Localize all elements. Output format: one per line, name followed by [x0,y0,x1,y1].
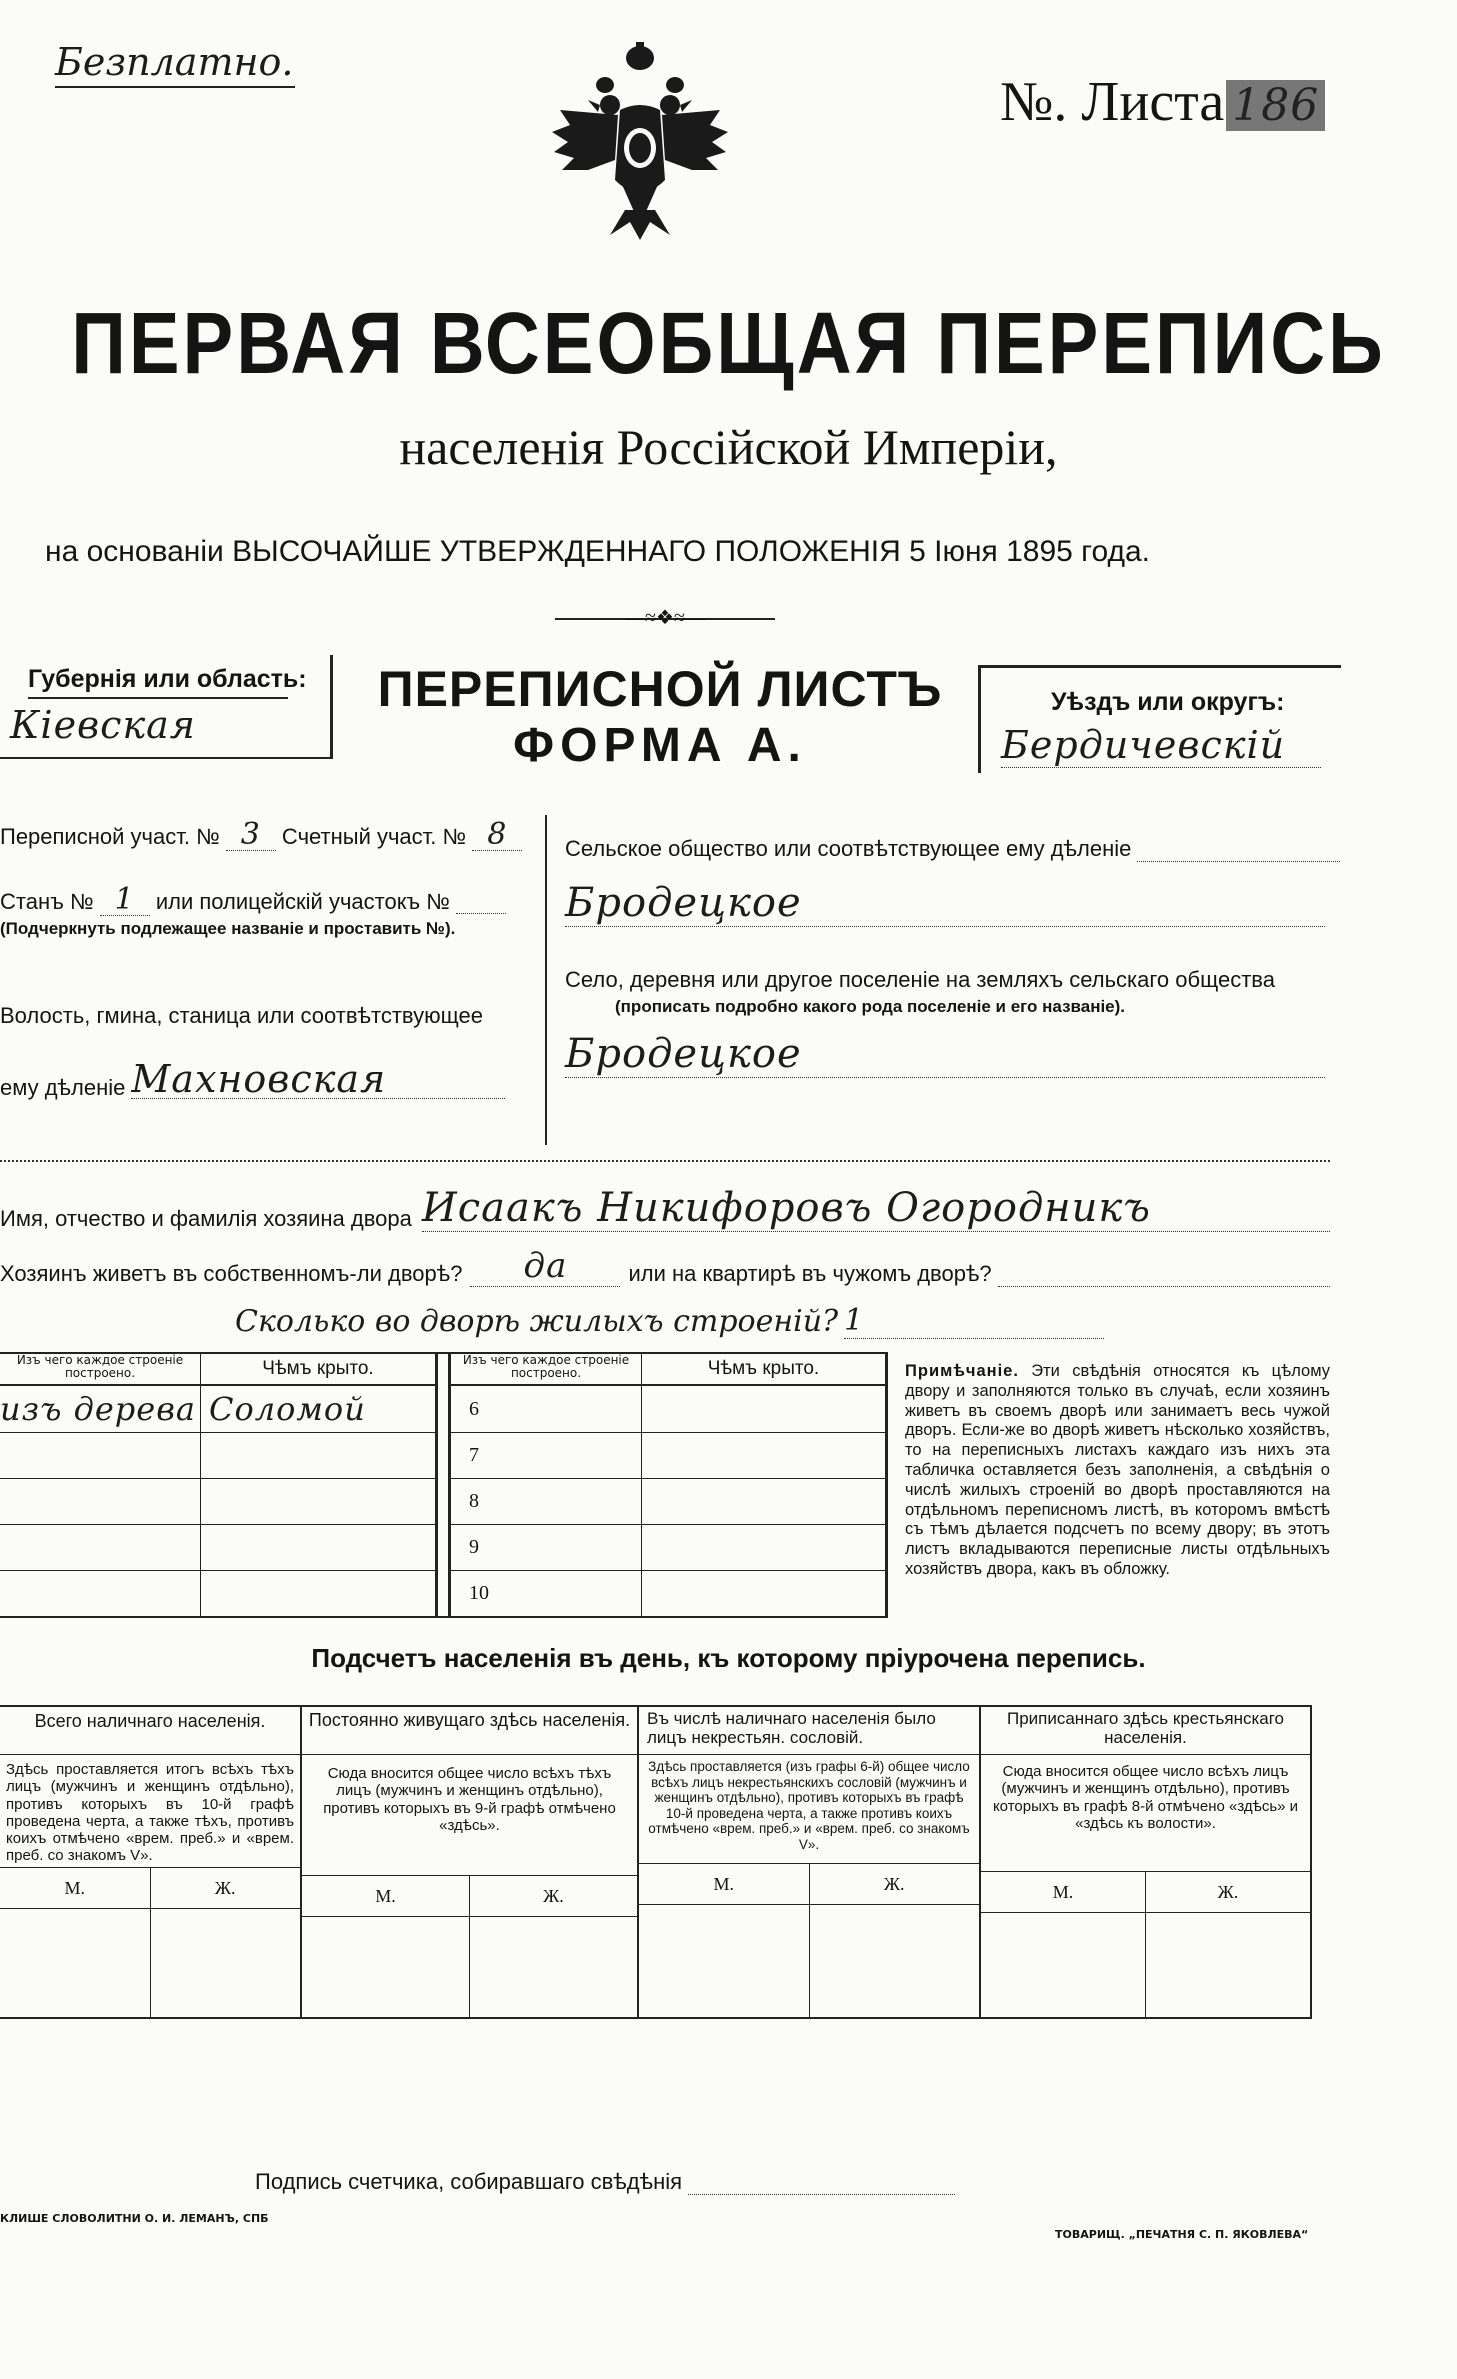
count-col [0,1707,302,2017]
signature-field[interactable] [688,2168,955,2195]
material-value [0,1571,200,1616]
volost-value: Махновская [131,1060,505,1099]
male-header: М. [639,1864,810,1904]
page-title: ПЕРВАЯ ВСЕОБЩАЯ ПЕРЕПИСЬ [71,294,1386,393]
female-count-cell[interactable] [1146,1913,1310,2017]
material-value: изъ дерева [0,1386,200,1433]
selo-value: Бродецкое [565,1031,1325,1078]
subdivision-note: (Подчеркнуть подлежащее названіе и проставить №). [0,919,456,938]
page-subtitle: населенія Россійской Имперіи, [399,419,1058,475]
col-material-header: Изъ чего каждое строеніе построено. [451,1354,642,1384]
count-col-text: Здѣсь проставляется итогъ всѣхъ тѣхъ лицъ (мужчинъ и женщинъ отдѣльно), противъ которыхъ въ 10-й графѣ проведена черта, а также тѣхъ, противъ коихъ отмѣчено «врем. преб.» и «врем. преб. со знакомъ V». [0,1755,300,1868]
col-roof-header: Чѣмъ крыто. [707,1358,820,1379]
police-label: или полицейскій участокъ № [155,889,450,914]
legal-basis: на основаніи ВЫСОЧАЙШЕ УТВЕРЖДЕННАГО ПОЛОЖЕНІЯ 5 Іюня 1895 года. [45,535,1151,568]
sheet-number-value: 186 [1226,80,1325,131]
female-count-cell[interactable] [810,1905,980,2017]
uchastok-value: 3 [226,820,276,851]
female-header: Ж. [883,1874,905,1894]
count-col [302,1707,639,2017]
form-title-line1: ПЕРЕПИСНОЙ ЛИСТЪ [377,661,943,717]
row-number: 6 [451,1386,641,1433]
row-number: 10 [469,1582,489,1604]
sheet-number-label: №. Листа [1000,71,1225,133]
male-count-cell[interactable] [639,1905,810,2017]
selo-label: Село, деревня или другое поселеніе на земляхъ сельскаго общества [565,967,1275,992]
obshchestvo-value: Бродецкое [565,880,1325,927]
female-count-cell[interactable] [470,1917,637,2017]
owner-label: Имя, отчество и фамилія хозяина двора [0,1206,412,1231]
roof-value [201,1525,435,1571]
imperial-eagle-emblem [540,40,740,250]
stan-label: Станъ № [0,889,94,914]
female-header: Ж. [214,1878,236,1898]
uezd-box [978,665,1341,773]
material-value [0,1525,200,1571]
note-head: Примѣчаніе. [905,1362,1019,1380]
roof-value [201,1479,435,1525]
sheet-number [1000,70,1325,134]
count-col [639,1707,981,2017]
footer-right: ТОВАРИЩ. „ПЕЧАТНЯ С. П. ЯКОВЛЕВА“ [1055,2228,1309,2241]
owner-lives-value: да [470,1246,620,1287]
owner-lives-label: Хозяинъ живетъ въ собственномъ-ли дворѣ? [0,1261,463,1286]
stan-value: 1 [100,885,150,916]
delenie-label: ему дѣленіе [0,1075,126,1100]
count-title: Подсчетъ населенія въ день, къ которому пріурочена перепись. [311,1643,1146,1673]
female-count-cell[interactable] [151,1909,301,2017]
count-col-text: Сюда вносится общее число всѣхъ лицъ (мужчинъ и женщинъ отдѣльно), противъ которыхъ въ графѣ 8-й отмѣчено «здѣсь» и «здѣсь къ волости». [981,1755,1310,1872]
free-label: Безплатно. [55,40,295,88]
owner-value: Исаакъ Никифоровъ Огородникъ [422,1185,1330,1232]
buildings-value: 1 [844,1303,1104,1339]
footer-left: КЛИШЕ СЛОВОЛИТНИ О. И. ЛЕМАНЪ, СПБ [0,2212,269,2225]
count-col-head: Приписаннаго здѣсь крестьянскаго населенія. [981,1707,1310,1755]
uezd-label: Уѣздъ или округъ: [1051,688,1285,716]
count-col [981,1707,1310,2017]
male-header: М. [0,1868,151,1908]
row-number: 7 [451,1433,641,1479]
count-table [0,1705,1312,2019]
male-header: М. [981,1872,1146,1912]
roof-value [201,1571,435,1616]
col-material-header: Изъ чего каждое строеніе построено. [0,1354,201,1384]
female-header: Ж. [1217,1882,1239,1902]
male-count-cell[interactable] [981,1913,1146,2017]
gubernia-value: Кіевская [10,703,196,747]
roof-value [201,1433,435,1479]
roof-value: Соломой [201,1386,435,1433]
selo-note: (прописать подробно какого рода поселеніе и его названіе). [615,997,1126,1016]
col-roof-header: Чѣмъ крыто. [262,1358,374,1379]
form-title-line2: ФОРМА А. [513,719,807,772]
count-col-text: Здѣсь проставляется (изъ графы 6-й) общее число всѣхъ лицъ некрестьянскихъ сословій (мужчинъ и женщинъ отдѣльно), противъ которыхъ въ графѣ 10-й проведена черта, а также противъ коихъ отмѣчено «врем. преб.» и «врем. преб. со знакомъ V». [639,1755,979,1864]
buildings-table [0,1352,888,1618]
row-number: 8 [451,1479,641,1525]
male-header: М. [302,1876,470,1916]
note-block [905,1362,1330,1580]
count-col-head: Постоянно живущаго здѣсь населенія. [302,1707,637,1755]
gubernia-box [0,655,333,759]
uchastok-label: Переписной участ. № [0,824,220,849]
form-title [365,660,955,773]
material-value [0,1479,200,1525]
material-value [0,1433,200,1479]
count-col-head: Всего наличнаго населенія. [0,1707,300,1755]
signature-line [255,2168,955,2195]
schetny-value: 8 [472,820,522,851]
gubernia-label: Губернія или область: [28,665,307,693]
note-text: Эти свѣдѣнія относятся къ цѣлому двору и заполняются только въ случаѣ, если хозяинъ живетъ въ своемъ дворѣ или занимаетъ весь чужой дворъ. Если-же во дворѣ живетъ нѣсколько хозяйствъ, то на переписныхъ листахъ каждаго изъ нихъ эта табличка оставляется безъ заполненія, а свѣдѣнія о числѣ жилыхъ строеній во дворѣ проставляются на отдѣльномъ переписномъ листѣ, въ которомъ вмѣстѣ съ тѣмъ дѣлается подсчетъ по всему двору; въ этотъ листъ вкладываются переписные листы отдѣльныхъ хозяйствъ двора, какъ въ обложку. [905,1362,1330,1578]
ornament-divider: —≈❖≈— [555,605,775,620]
obshchestvo-label: Сельское общество или соотвѣтствующее ему дѣленіе [565,836,1132,861]
count-col-head: Въ числѣ наличнаго населенія было лицъ некрестьян. сословій. [639,1707,979,1755]
owner-section [0,1185,1330,1339]
right-fields [565,835,1340,1078]
owner-rent-label: или на квартирѣ въ чужомъ дворѣ? [628,1261,992,1286]
volost-label: Волость, гмина, станица или соотвѣтствующее [0,1003,483,1028]
row-number: 9 [451,1525,641,1571]
schetny-label: Счетный участ. № [281,824,467,849]
signature-label: Подпись счетчика, собиравшаго свѣдѣнія [255,2169,683,2194]
uezd-value: Бердичевскій [1001,723,1321,768]
count-col-text: Сюда вносится общее число всѣхъ тѣхъ лицъ (мужчинъ и женщинъ отдѣльно), противъ которыхъ въ 9-й графѣ отмѣчено «здѣсь». [302,1755,637,1876]
buildings-label: Сколько во дворѣ жилыхъ строеній? [235,1304,839,1339]
male-count-cell[interactable] [0,1909,151,2017]
female-header: Ж. [543,1886,564,1906]
male-count-cell[interactable] [302,1917,470,2017]
